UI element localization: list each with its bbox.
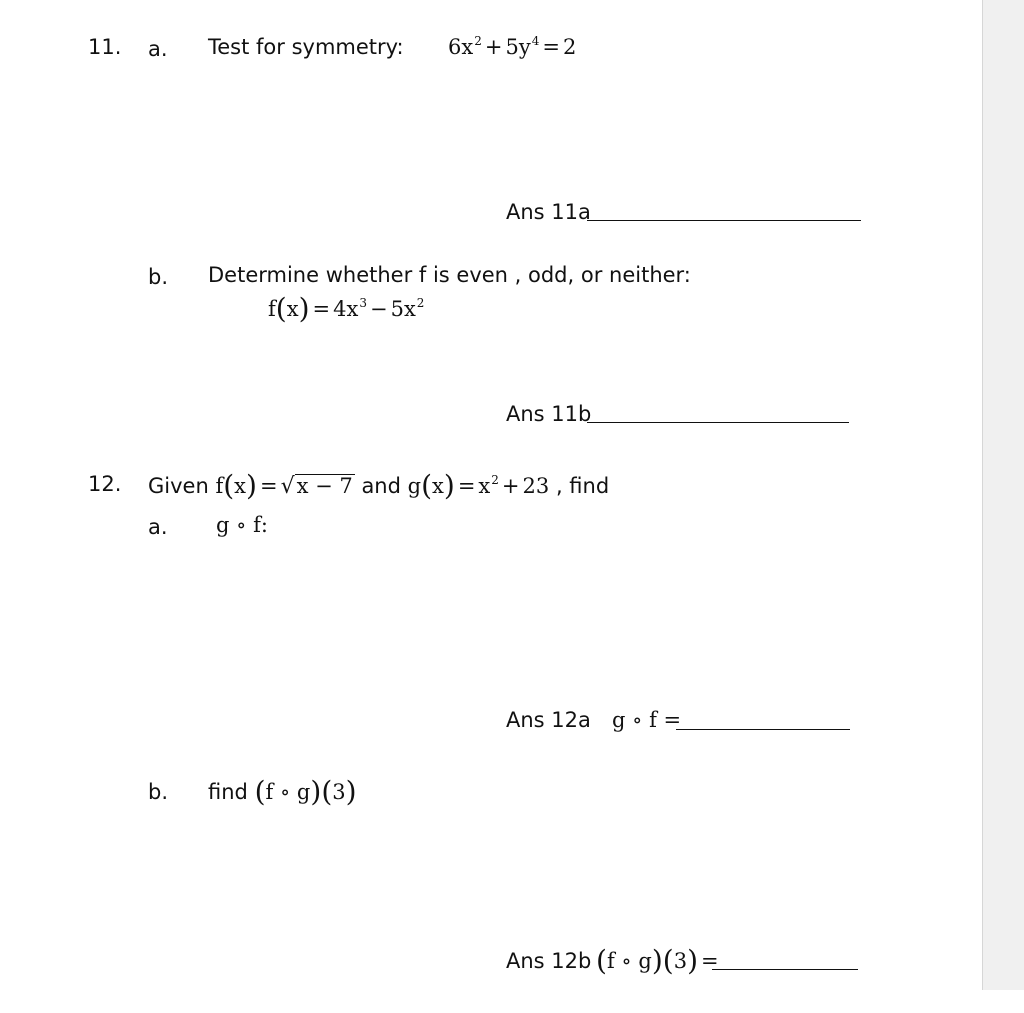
answer-11b-blank[interactable]	[587, 422, 849, 423]
question-12-number: 12.	[88, 472, 122, 496]
square-root: √x − 7	[280, 474, 353, 499]
question-12-stem: Given f(x) = √x − 7 and $g(x) = x^2 + 23$ , find	[148, 469, 610, 502]
side-panel	[982, 0, 1024, 990]
question-12b-prompt: find (f ∘ g)(3)	[208, 775, 357, 808]
answer-12b-expression: (f ∘ g)(3) =	[596, 944, 719, 977]
question-12a-expression: g ∘ f:	[216, 513, 268, 537]
question-12b-letter: b.	[148, 780, 169, 804]
question-11a-equation: $6x^2 + 5y^4 = 2$	[448, 34, 577, 59]
answer-12a-expression: g ∘ f =	[612, 708, 682, 732]
answer-12a-blank[interactable]	[676, 729, 850, 730]
question-11b-prompt: Determine whether f is even , odd, or neither:	[208, 263, 691, 287]
question-11-number: 11.	[88, 35, 122, 59]
question-11b-letter: b.	[148, 265, 169, 289]
answer-12b-blank[interactable]	[712, 969, 858, 970]
question-11b-function: $f(x) = 4x^3 - 5x^2$	[268, 292, 425, 325]
answer-12a-label: Ans 12a	[506, 708, 591, 732]
question-11a-letter: a.	[148, 37, 168, 61]
question-11a-prompt: Test for symmetry:	[208, 35, 404, 59]
answer-11a-label: Ans 11a	[506, 200, 591, 224]
answer-11b-label: Ans 11b	[506, 402, 592, 426]
answer-11a-blank[interactable]	[587, 220, 861, 221]
question-12a-letter: a.	[148, 515, 168, 539]
answer-12b-label: Ans 12b	[506, 949, 592, 973]
